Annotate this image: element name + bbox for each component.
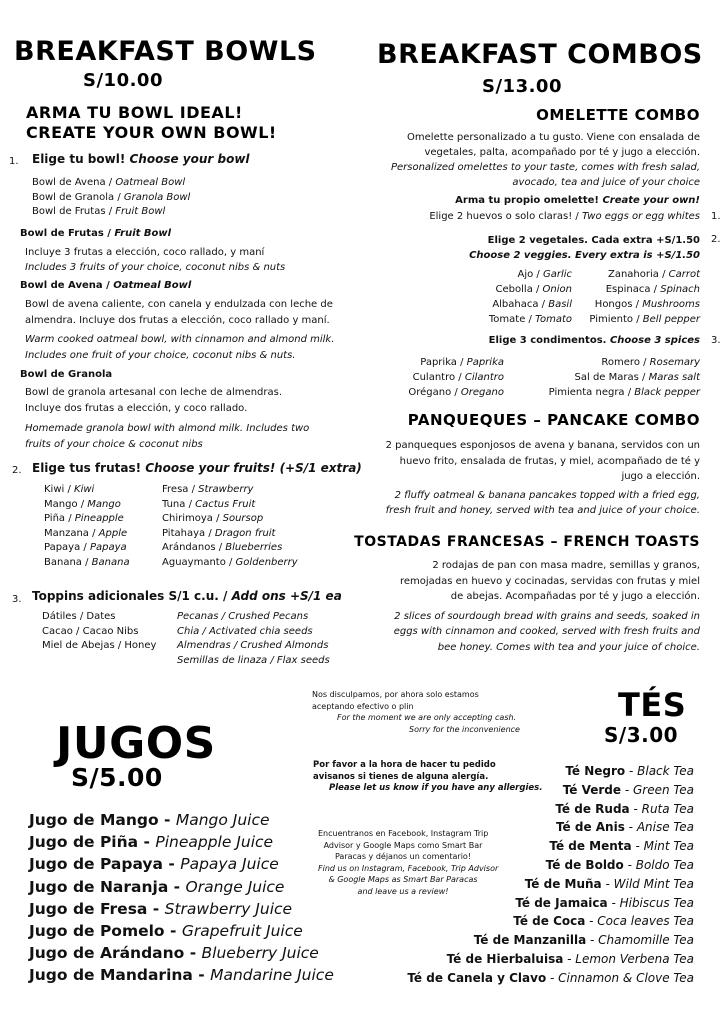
- list-item: Jugo de Pomelo - Grapefruit Juice: [29, 922, 303, 941]
- list-item: Chirimoya / Soursop: [162, 513, 264, 524]
- list-item: Almendras / Crushed Almonds: [177, 640, 329, 651]
- list-item: Té de Muña - Wild Mint Tea: [524, 876, 694, 891]
- bowl-step1-heading: [32, 152, 250, 166]
- combos-title: BREAKFAST COMBOS: [377, 39, 703, 70]
- list-item: Kiwi / Kiwi: [44, 484, 95, 495]
- list-item: Paprika / Paprika: [420, 357, 504, 368]
- toast-title: TOSTADAS FRANCESAS – FRENCH TOASTS: [354, 534, 700, 550]
- addons-list-right: [177, 610, 330, 668]
- list-item: Ajo / Garlic: [517, 269, 572, 280]
- bowls-price: S/10.00: [83, 70, 163, 91]
- list-item: Espinaca / Spinach: [605, 284, 700, 295]
- fruit-bowl-desc: Incluye 3 frutas a elección, coco rallado, y maní Includes 3 fruits of your choice, coconut nibs & nuts: [25, 247, 286, 273]
- list-item: Papaya / Papaya: [44, 542, 127, 553]
- bowls-title: BREAKFAST BOWLS: [14, 36, 317, 67]
- list-item: Té de Hierbaluisa - Lemon Verbena Tea: [446, 951, 694, 966]
- list-item: Arándanos / Blueberries: [162, 542, 283, 553]
- social-notice: Encuentranos en Facebook, Instagram Trip Advisor y Google Maps como Smart Bar Paracas y déjanos un comentario! Find us on Instagram, Facebook, Trip Advisor & Google Maps as Smart Bar Paracas and leave us a review!: [318, 829, 499, 896]
- list-item: Miel de Abejas / Honey: [42, 640, 157, 651]
- list-item: Cacao / Cacao Nibs: [42, 625, 139, 637]
- spice-list-right: [549, 355, 700, 400]
- list-item: Dátiles / Dates: [42, 611, 116, 622]
- list-item: Jugo de Arándano - Blueberry Juice: [29, 944, 319, 963]
- list-item: Té Verde - Green Tea: [562, 782, 694, 797]
- step1-es: Elige tu bowl!: [32, 152, 126, 166]
- spice-list-left: [408, 355, 504, 400]
- pancake-desc: 2 panqueques esponjosos de avena y banana, servidos con un huevo frito, ensalada de frutas, y miel, acompañado de té y jugo a elección. 2 fluffy oatmeal & banana pancakes topped with a fried egg, fresh fruit and honey, served with tea and juice of your choice.: [385, 440, 700, 516]
- granola-bowl-desc-en: Homemade granola bowl with almond milk. Includes two fruits of your choice & coconut nibs: [25, 423, 310, 450]
- juices-title: JUGOS: [56, 718, 216, 769]
- list-item: Té de Menta - Mint Tea: [549, 839, 694, 854]
- step-number: 2.: [711, 234, 721, 245]
- list-item: Hongos / Mushrooms: [594, 299, 700, 310]
- list-item: Romero / Rosemary: [601, 357, 700, 368]
- list-item: Jugo de Mango - Mango Juice: [29, 811, 270, 829]
- list-item: Té de Ruda - Ruta Tea: [555, 801, 694, 816]
- omelette-desc: Omelette personalizado a tu gusto. Viene con ensalada de vegetales, palta, acompañado por té y jugo a elección. Personalized omelettes to your taste, comes with fresh salad, avocado, tea and juice of your choice: [390, 132, 700, 188]
- oatmeal-bowl-title: Bowl de Avena / Oatmeal Bowl: [20, 280, 192, 291]
- list-item: Sal de Maras / Maras salt: [574, 372, 700, 383]
- omelette-step1: Elige 2 huevos o solo claras! / Two eggs or egg whites: [429, 211, 700, 222]
- list-item: Té de Jamaica - Hibiscus Tea: [515, 895, 694, 910]
- list-item: Bowl de Granola / Granola Bowl: [32, 191, 191, 203]
- list-item: Jugo de Papaya - Papaya Juice: [29, 855, 279, 874]
- bowls-subtitle-es: ARMA TU BOWL IDEAL!: [26, 103, 243, 122]
- step-number: 2.: [12, 465, 22, 476]
- bowl-step3-heading: Toppins adicionales S/1 c.u. / Add ons +S/1 ea: [32, 589, 342, 603]
- tea-list: [407, 762, 694, 988]
- list-item: Té Negro - Black Tea: [565, 764, 694, 778]
- pancake-title: PANQUEQUES – PANCAKE COMBO: [407, 411, 700, 429]
- list-item: Bowl de Frutas / Fruit Bowl: [32, 206, 166, 217]
- step-number: 3.: [711, 335, 721, 346]
- bowls-subtitle-en: CREATE YOUR OWN BOWL!: [26, 123, 277, 142]
- step1-en: Choose your bowl: [129, 152, 250, 166]
- list-item: Cebolla / Onion: [495, 284, 572, 295]
- bowl-type-list: [32, 176, 190, 220]
- fruit-list-right: [162, 483, 298, 570]
- step-number: 1.: [9, 156, 19, 167]
- list-item: Pimienta negra / Black pepper: [548, 387, 700, 398]
- allergy-notice: Por favor a la hora de hacer tu pedido avisanos si tienes de alguna alergía. Please let us know if you have any allergies.: [313, 760, 543, 793]
- omelette-own: Arma tu propio omelette! Create your own!: [455, 195, 700, 206]
- omelette-step3: Elige 3 condimentos. Choose 3 spices: [488, 335, 700, 346]
- veggie-list-left: [489, 267, 572, 327]
- list-item: Aguaymanto / Goldenberry: [162, 556, 298, 568]
- list-item: Té de Coca - Coca leaves Tea: [513, 914, 694, 929]
- list-item: Mango / Mango: [44, 498, 121, 510]
- list-item: Té de Manzanilla - Chamomille Tea: [473, 933, 694, 948]
- list-item: Tuna / Cactus Fruit: [162, 498, 256, 510]
- list-item: Té de Boldo - Boldo Tea: [545, 857, 694, 872]
- combos-price: S/13.00: [482, 76, 562, 97]
- granola-bowl-title: Bowl de Granola: [20, 369, 113, 380]
- list-item: Culantro / Cilantro: [412, 372, 504, 383]
- list-item: Tomate / Tomato: [488, 314, 572, 325]
- fruit-bowl-title: Bowl de Frutas / Fruit Bowl: [20, 228, 172, 239]
- toast-desc: 2 rodajas de pan con masa madre, semillas y granos, remojadas en huevo y cocinadas, servidas con frutas y miel de abejas. Acompañadas por té y jugo a elección. 2 slices of sourdough bread with grains and seeds, soaked in eggs with cinnamon and cooked, served with fresh fruits and bee honey. Comes with tea and your juice of choice.: [393, 560, 700, 653]
- oatmeal-bowl-desc-es: Bowl de avena caliente, con canela y endulzada con leche de almendra. Incluye dos frutas a elección, coco rallado y maní.: [25, 299, 333, 326]
- list-item: Manzana / Apple: [44, 527, 128, 539]
- granola-bowl-desc-es: Bowl de granola artesanal con leche de almendras. Incluye dos frutas a elección, y coco rallado.: [25, 387, 283, 414]
- list-item: Orégano / Oregano: [408, 387, 504, 398]
- juices-price: S/5.00: [71, 763, 163, 792]
- omelette-title: OMELETTE COMBO: [536, 106, 700, 124]
- bowl-step2-heading: Elige tus frutas! Choose your fruits! (+S/1 extra): [32, 461, 362, 475]
- list-item: Pimiento / Bell pepper: [589, 314, 700, 325]
- list-item: Pecanas / Crushed Pecans: [177, 611, 309, 622]
- veggie-list-right: [589, 267, 700, 327]
- omelette-step2: Elige 2 vegetales. Cada extra +S/1.50 Choose 2 veggies. Every extra is +S/1.50: [469, 235, 700, 261]
- addons-list-left: [42, 610, 156, 654]
- list-item: Jugo de Fresa - Strawberry Juice: [29, 899, 293, 918]
- list-item: Jugo de Naranja - Orange Juice: [29, 877, 285, 896]
- fruit-list-left: [44, 483, 130, 570]
- list-item: Banana / Banana: [44, 556, 130, 568]
- list-item: Pitahaya / Dragon fruit: [162, 527, 276, 539]
- list-item: Chia / Activated chia seeds: [177, 625, 313, 637]
- step-number: 3.: [12, 594, 22, 605]
- list-item: Bowl de Avena / Oatmeal Bowl: [32, 177, 186, 188]
- teas-title: TÉS: [618, 686, 687, 724]
- list-item: Jugo de Mandarina - Mandarine Juice: [29, 966, 334, 985]
- list-item: Zanahoria / Carrot: [607, 269, 700, 280]
- list-item: Jugo de Piña - Pineapple Juice: [29, 833, 274, 852]
- juice-list: [29, 809, 334, 987]
- list-item: Té de Anis - Anise Tea: [555, 820, 694, 835]
- list-item: Semillas de linaza / Flax seeds: [177, 654, 330, 666]
- teas-price: S/3.00: [604, 723, 679, 747]
- cash-notice: Nos disculpamos, por ahora solo estamos aceptando efectivo o plin For the moment we are only accepting cash. Sorry for the inconvenience: [312, 690, 520, 734]
- step-number: 1.: [711, 211, 721, 222]
- list-item: Albahaca / Basil: [492, 299, 572, 310]
- list-item: Fresa / Strawberry: [162, 484, 254, 495]
- oatmeal-bowl-desc-en: Warm cooked oatmeal bowl, with cinnamon and almond milk. Includes one fruit of your choice, coconut nibs & nuts.: [25, 334, 335, 361]
- list-item: Piña / Pineapple: [44, 513, 124, 524]
- list-item: Té de Canela y Clavo - Cinnamon & Clove Tea: [407, 970, 694, 985]
